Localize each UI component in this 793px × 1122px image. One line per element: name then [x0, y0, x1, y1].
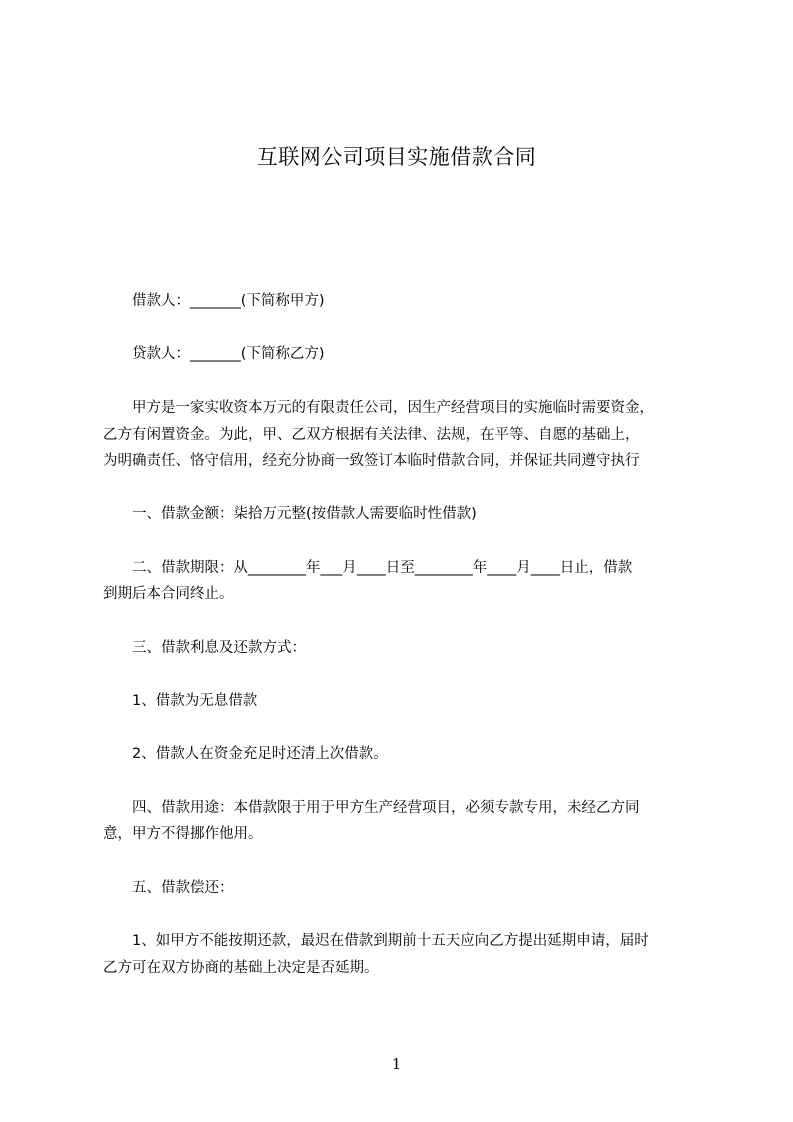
clause-1-amount: 一、借款金额：柒拾万元整(按借款人需要临时性借款)	[103, 506, 477, 522]
clause-2-line-2: 到期后本合同终止。	[103, 586, 234, 602]
clause-3-item-2: 2、借款人在资金充足时还清上次借款。	[103, 746, 388, 762]
intro-line-1: 甲方是一家实收资本万元的有限责任公司，因生产经营项目的实施临时需要资金，	[103, 400, 654, 416]
document-title: 互联网公司项目实施借款合同	[256, 145, 537, 169]
clause-3-item-1: 1、借款为无息借款	[103, 693, 258, 709]
clause-5-item-1-line-1: 1、如甲方不能按期还款，最迟在借款到期前十五天应向乙方提出延期申请，届时	[103, 933, 649, 949]
intro-line-3: 为明确责任、恪守信用，经充分协商一致签订本临时借款合同，并保证共同遵守执行	[103, 453, 640, 469]
intro-line-2: 乙方有闲置资金。为此，甲、乙双方根据有关法律、法规，在平等、自愿的基础上，	[103, 427, 640, 443]
clause-2-line-1: 二、借款期限：从________年___月____日至________年____月____日止，借款	[103, 560, 633, 576]
clause-4-line-2: 意，甲方不得挪作他用。	[103, 826, 263, 842]
clause-5-item-1-line-2: 乙方可在双方协商的基础上决定是否延期。	[103, 960, 379, 976]
lender-line: 贷款人：_______(下简称乙方)	[103, 346, 325, 362]
page-number: 1	[391, 1055, 402, 1073]
clause-3-heading: 三、借款利息及还款方式：	[103, 640, 306, 656]
clause-4-line-1: 四、借款用途：本借款限于用于甲方生产经营项目，必须专款专用，未经乙方同	[103, 800, 640, 816]
clause-5-heading: 五、借款偿还：	[103, 880, 234, 896]
borrower-line: 借款人：_______(下简称甲方)	[103, 293, 325, 309]
